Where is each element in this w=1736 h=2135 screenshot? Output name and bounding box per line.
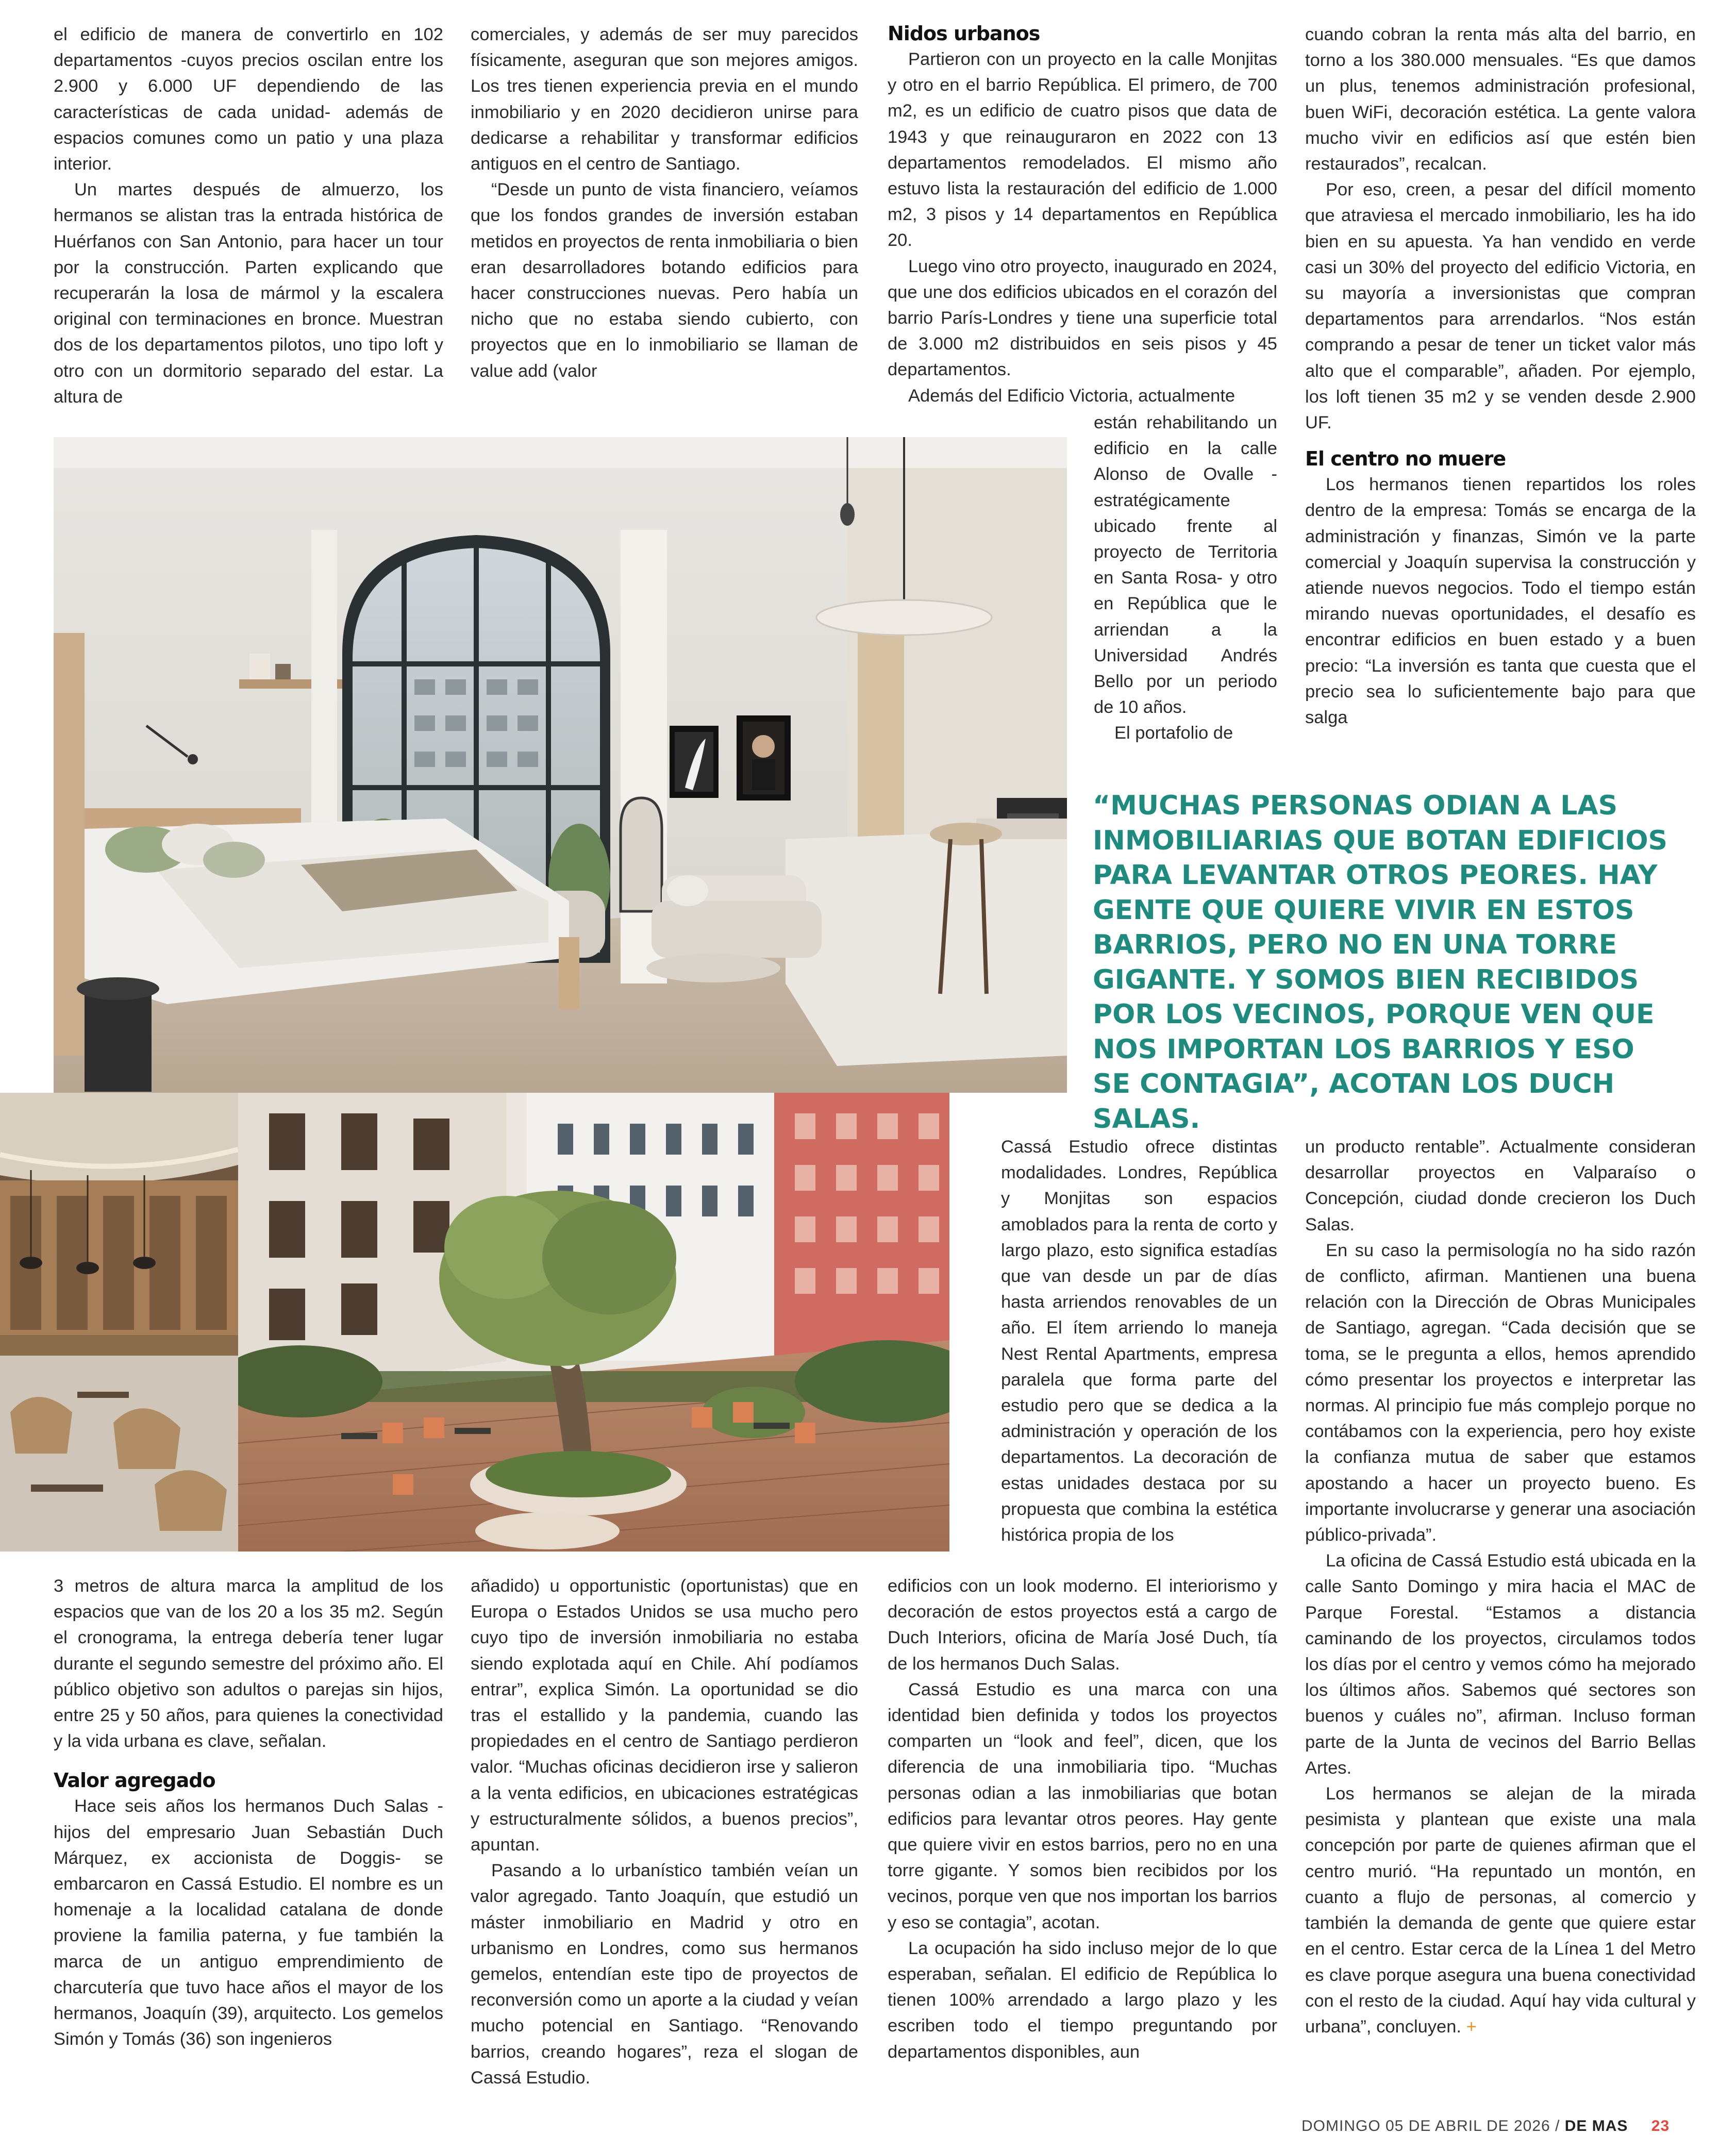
paragraph: un producto rentable”. Actualmente consideran desarrollar proyectos en Valparaíso o Concepción, ciudad donde crecieron los Duch Salas.: [1305, 1137, 1696, 1235]
column-3-top: [888, 21, 1277, 409]
footer-date: DOMINGO 05 DE ABRIL DE 2026: [1301, 2117, 1550, 2134]
loft-interior-photo: [54, 437, 1067, 1093]
closing-paragraph-text: Los hermanos se alejan de la mirada pesimista y plantean que existe una mala concepción por parte de quienes afirman que el centro murió. “Ha repuntado un montón, en cuanto a flujo de personas, al comercio y también la demanda de gente que quiere estar en el centro. Estar cerca de la Línea 1 del Metro es clave porque asegura una buena conectividad con el resto de la ciudad. Aquí hay vida cultural y urbana”, concluyen.: [1305, 1784, 1696, 2037]
paragraph: Cassá Estudio es una marca con una identidad bien definida y todos los proyectos comparten un “look and feel”, dicen, que los diferencia de una inmobiliaria tipo. “Muchas personas odian a las inmobiliarias que botan edificios para levantar otros peores. Hay gente que quiere vivir en estos barrios, pero no en una torre gigante. Y somos bien recibidos por los vecinos, porque ven que nos importan los barrios y eso se contagia”, acotan.: [888, 1679, 1277, 1932]
column-2-bottom: [471, 1573, 858, 2091]
paragraph: edificios con un look moderno. El interiorismo y decoración de estos proyectos está a cargo de Duch Interiors, oficina de María José Duch, tía de los hermanos Duch Salas.: [888, 1576, 1277, 1674]
end-mark-icon: +: [1466, 2016, 1477, 2037]
paragraph: El portafolio de: [1114, 723, 1233, 743]
paragraph: el edificio de manera de convertirlo en 102 departamentos -cuyos precios oscilan entre los 2.900 y 6.000 UF dependiendo de las características de cada unidad- además de espacios comunes como un patio y una plaza interior.: [54, 25, 443, 174]
column-4-bottom: [1305, 1134, 1696, 2040]
paragraph: Un martes después de almuerzo, los hermanos se alistan tras la entrada histórica de Huérfanos con San Antonio, para hacer un tour por la construcción. Parten explicando que recuperarán la losa de mármol y la escalera original con terminaciones en bronce. Muestran dos de los departamentos pilotos, uno tipo loft y otro con un dormitorio separado del estar. La altura de: [54, 180, 443, 407]
cowork-interior-photo: [0, 1093, 238, 1552]
paragraph: añadido) u opportunistic (oportunistas) que en Europa o Estados Unidos se usa mucho pero cuyo tipo de inversión inmobiliaria no estaba siendo explotada aquí en Chile. Ahí podíamos entrar”, explica Simón. La oportunidad se dio tras el estallido y la pandemia, cuando las propiedades en el centro de Santiago perdieron valor. “Muchas oficinas decidieron irse y salieron a la venta edificios, en ubicaciones estratégicas y estructuralmente sólidos, a buenos precios”, apuntan.: [471, 1576, 858, 1855]
paragraph: 3 metros de altura marca la amplitud de los espacios que van de los 20 a los 35 m2. Según el cronograma, la entrega debería tener lugar durante el segundo semestre del próximo año. El público objetivo son adultos o parejas sin hijos, entre 25 y 50 años, para quienes la conectividad y la vida urbana es clave, señalan.: [54, 1576, 443, 1752]
paragraph: La ocupación ha sido incluso mejor de lo que esperaban, señalan. El edificio de República lo tienen 100% arrendado a largo plazo y les escriben todo el tiempo preguntando por departamentos disponibles, aun: [888, 1938, 1277, 2062]
paragraph: Además del Edificio Victoria, actualmente: [908, 386, 1236, 406]
paragraph: Cassá Estudio ofrece distintas modalidades. Londres, República y Monjitas son espacios amoblados para la renta de corto y largo plazo, esto significa estadías que van desde un par de días hasta arriendos renovables de un año. El ítem arriendo lo maneja Nest Rental Apartments, empresa paralela que forma parte del estudio pero que se dedica a la administración y operación de los departamentos. La decoración de estas unidades destaca por su propuesta que combina la estética histórica propia de los: [1001, 1137, 1277, 1545]
paragraph: La oficina de Cassá Estudio está ubicada en la calle Santo Domingo y mira hacia el MAC de Parque Forestal. “Estamos a distancia caminando de los proyectos, circulamos todos los días por el centro y vemos cómo ha mejorado los últimos años. Sabemos qué sectores son buenos y cuáles no”, afirman. Incluso forman parte de la Junta de vecinos del Barrio Bellas Artes.: [1305, 1551, 1696, 1778]
footer-brand: DE MAS: [1564, 2117, 1628, 2134]
subheading-nidos-urbanos: Nidos urbanos: [888, 22, 1040, 45]
terrace-courtyard-photo: [238, 1093, 949, 1552]
paragraph: [1305, 1781, 1696, 2040]
subheading-valor-agregado: Valor agregado: [54, 1769, 215, 1792]
paragraph: Pasando a lo urbanístico también veían un valor agregado. Tanto Joaquín, que estudió un máster inmobiliario en Madrid y otro en urbanismo en Londres, como sus hermanos gemelos, entendían este tipo de proyectos de reconversión como un aporte a la ciudad y veían mucho potencial en Santiago. “Renovando barrios, creando hogares”, reza el slogan de Cassá Estudio.: [471, 1861, 858, 2088]
paragraph: Luego vino otro proyecto, inaugurado en 2024, que une dos edificios ubicados en el corazón del barrio París-Londres y tiene una superficie total de 3.000 m2 distribuidos en seis pisos y 45 departamentos.: [888, 256, 1277, 380]
paragraph: Hace seis años los hermanos Duch Salas -hijos del empresario Juan Sebastián Duch Márquez, ex accionista de Doggis- se embarcaron en Cassá Estudio. El nombre es un homenaje a la localidad catalana de donde proviene la familia paterna, y fue también la marca de un antiguo emprendimiento de charcutería que tuvo hace años el mayor de los hermanos, Joaquín (39), arquitecto. Los gemelos Simón y Tomás (36) son ingenieros: [54, 1796, 443, 2049]
subheading-el-centro-no-muere: El centro no muere: [1305, 447, 1506, 471]
paragraph: “Desde un punto de vista financiero, veíamos que los fondos grandes de inversión estaban metidos en proyectos de renta inmobiliaria o bien eran desarrolladores botando edificios para hacer construcciones nuevas. Pero había un nicho que no estaba siendo cubierto, con proyectos que en lo inmobiliario se llaman de value add (valor: [471, 180, 858, 381]
paragraph: Por eso, creen, a pesar del difícil momento que atraviesa el mercado inmobiliario, les ha ido bien en su apuesta. Ya han vendido en verde casi un 30% del proyecto del edificio Victoria, en su mayoría a inversionistas que compran departamentos para arrendarlos. “Nos están comprando a pesar de tener un ticket valor más alto que el comparable”, añaden. Por ejemplo, los loft tienen 35 m2 y se venden desde 2.900 UF.: [1305, 180, 1696, 433]
paragraph: Partieron con un proyecto en la calle Monjitas y otro en el barrio República. El primero, de 700 m2, es un edificio de cuatro pisos que data de 1943 y que reinauguraron en 2022 con 13 departamentos remodelados. El mismo año estuvo lista la restauración del edificio de 1.000 m2, 3 pisos y 14 departamentos en República 20.: [888, 49, 1277, 251]
column-3-bottom: [888, 1573, 1277, 2065]
paragraph: Los hermanos tienen repartidos los roles dentro de la empresa: Tomás se encarga de la administración y finanzas, Simón ve la parte comercial y Joaquín supervisa la construcción y atiende nuevos negocios. Todo el tiempo están mirando nuevas oportunidades, el desafío es encontrar edificios en buen estado y a buen precio: “La inversión es tanta que cuesta que el precio sea lo suficientemente bajo para que salga: [1305, 475, 1696, 728]
column-4-top: [1305, 22, 1696, 730]
page-number: 23: [1651, 2117, 1670, 2134]
column-3-mid: [1001, 1134, 1277, 1548]
page-footer: [1301, 2117, 1670, 2135]
column-1-top: [54, 22, 443, 410]
column-1-bottom: [54, 1573, 443, 2052]
paragraph: En su caso la permisología no ha sido razón de conflicto, afirman. Mantienen una buena relación con la Dirección de Obras Municipales de Santiago, agregan. “Cada decisión que se toma, se le pregunta a ellos, hemos aprendido cómo presentar los proyectos e interpretar las normas. Al principio fue más complejo porque no contábamos con la experiencia, pero hoy existe la confianza mutua de saber que estamos apostando a hacer un proyecto bueno. Es importante involucrarse y generar una asociación público-privada”.: [1305, 1240, 1696, 1545]
column-3-narrow: [1094, 410, 1277, 746]
pull-quote: “MUCHAS PERSONAS ODIAN A LAS INMOBILIARIAS QUE BOTAN EDIFICIOS PARA LEVANTAR OTROS PEORES. HAY GENTE QUE QUIERE VIVIR EN ESTOS BARRIOS, PERO NO EN UNA TORRE GIGANTE. Y SOMOS BIEN RECIBIDOS POR LOS VECINOS, PORQUE VEN QUE NOS IMPORTAN LOS BARRIOS Y ESO SE CONTAGIA”, ACOTAN LOS DUCH SALAS.: [1093, 790, 1667, 1135]
paragraph: comerciales, y además de ser muy parecidos físicamente, aseguran que son mejores amigos. Los tres tienen experiencia previa en el mundo inmobiliario y en 2020 decidieron unirse para dedicarse a rehabilitar y transformar edificios antiguos en el centro de Santiago.: [471, 25, 858, 174]
footer-separator: /: [1555, 2117, 1560, 2134]
paragraph: cuando cobran la renta más alta del barrio, en torno a los 380.000 mensuales. “Es que damos un plus, tenemos administración profesional, buen WiFi, decoración estética. La gente valora mucho vivir en edificios así que estén bien restaurados”, recalcan.: [1305, 25, 1696, 174]
paragraph: están rehabilitando un edificio en la calle Alonso de Ovalle -estratégicamente ubicado frente al proyecto de Territoria en Santa Rosa- y otro en República que le arriendan a la Universidad Andrés Bello por un periodo de 10 años.: [1094, 413, 1277, 718]
column-2-top: [471, 22, 858, 384]
